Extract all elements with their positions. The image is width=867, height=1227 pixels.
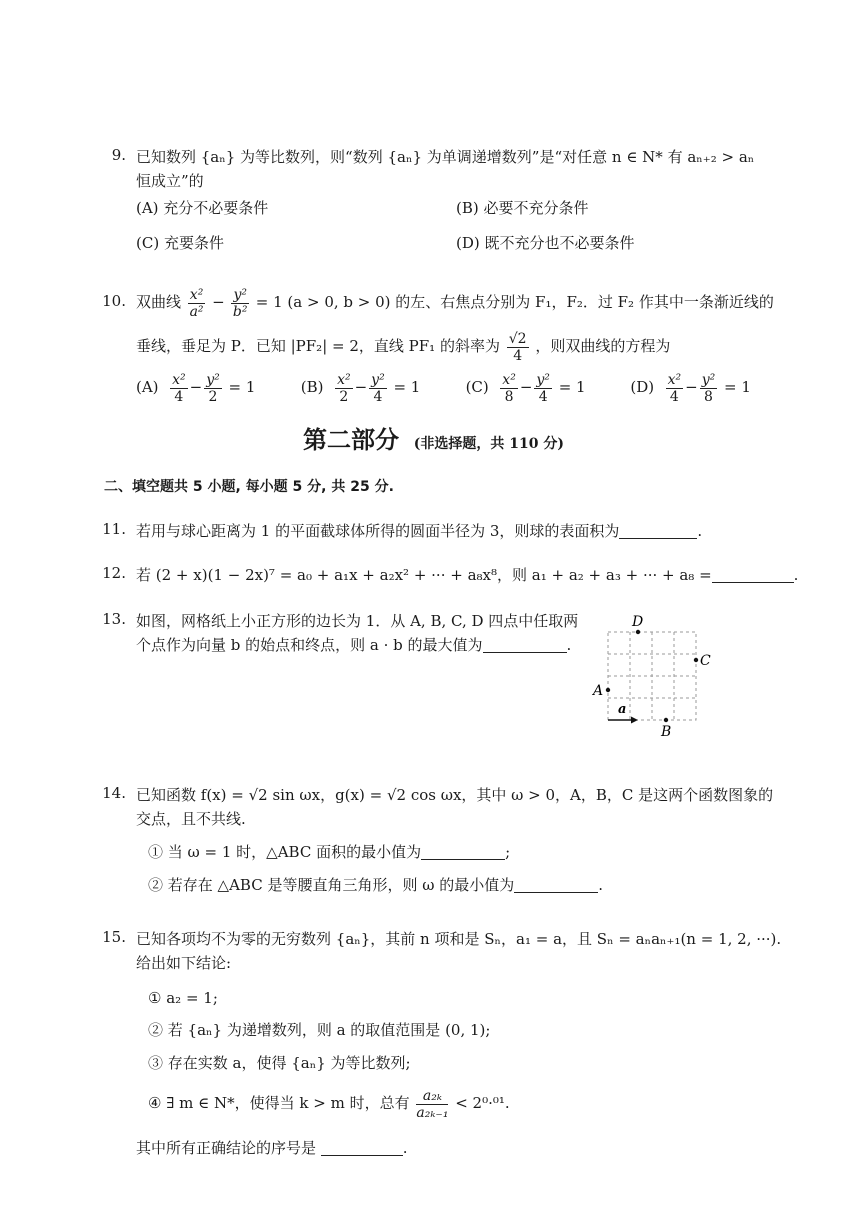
q14-sub1-blank[interactable]: [421, 843, 505, 860]
q14-sub2-blank[interactable]: [514, 876, 598, 893]
q10-option-d: (D) $\frac{\text{x²}}{4}$ − $\frac{\text{y²}}{8}$ = 1: [630, 371, 751, 405]
q15-conclusion-4: ④ ∃ m ∈ N*，使得当 k > m 时，总有 $\frac{\text{a₂ₖ}}{\text{a₂ₖ₋₁}}$ < 2⁰·⁰¹.: [148, 1087, 510, 1121]
q15-number: 15.: [102, 928, 126, 946]
q10-eq-tail: = 1 (a > 0, b > 0) 的左、右焦点分别为 F₁，F₂．过 F₂ 作其中一条渐近线的: [255, 293, 774, 311]
q15-conclusion-1: ① a₂ = 1;: [148, 989, 218, 1007]
q9-stem-line2: 恒成立”的: [136, 172, 204, 190]
q10-frac-y: $\frac{\text{y²}}{\text{b²}}$: [232, 286, 248, 320]
q12-stem: 若 (2 + x)(1 − 2x)⁷ = a₀ + a₁x + a₂x² + ··· + a₈x⁸，则 a₁ + a₂ + a₃ + ··· + a₈ = .: [136, 566, 799, 584]
q10-number: 10.: [102, 292, 126, 310]
q12-answer-blank[interactable]: [712, 566, 794, 583]
q10-slope-frac: $\frac{√2}{4}$: [508, 330, 527, 364]
point-c: [694, 658, 698, 662]
q10-option-a: (A) $\frac{\text{x²}}{4}$ − $\frac{\text{y²}}{2}$ = 1: [136, 371, 256, 405]
q15-conclusion-2: ② 若 {aₙ} 为递增数列，则 a 的取值范围是 (0, 1);: [148, 1021, 491, 1039]
q13-answer-blank[interactable]: [483, 636, 567, 653]
q10-stem-line2: 垂线，垂足为 P．已知 |PF₂| = 2，直线 PF₁ 的斜率为 $\frac{√2}{4}$ ，则双曲线的方程为: [136, 330, 671, 364]
point-a: [606, 688, 610, 692]
q15-ratio-frac: $\frac{\text{a₂ₖ}}{\text{a₂ₖ₋₁}}$: [416, 1087, 449, 1121]
point-b-label: B: [661, 724, 672, 740]
section-subtitle: (非选择题，共 110 分): [413, 436, 564, 452]
q9-option-b: (B) 必要不充分条件: [456, 199, 589, 217]
q14-number: 14.: [102, 784, 126, 802]
q12-number: 12.: [102, 564, 126, 582]
q14-sub1: ① 当 ω = 1 时，△ABC 面积的最小值为 ;: [148, 843, 511, 861]
q11-stem: 若用与球心距离为 1 的平面截球体所得的圆面半径为 3，则球的表面积为 .: [136, 522, 703, 540]
q15-stem-line2: 给出如下结论:: [136, 954, 232, 972]
point-a-label: A: [593, 683, 604, 699]
vector-a-label: a: [618, 702, 627, 717]
point-d: [636, 630, 640, 634]
q15-answer-blank[interactable]: [321, 1139, 403, 1156]
section-title: [0, 420, 867, 455]
q15-stem-line1: 已知各项均不为零的无穷数列 {aₙ}，其前 n 项和是 Sₙ，a₁ = a，且 Sₙ = aₙaₙ₊₁(n = 1, 2, ···).: [136, 930, 782, 948]
point-d-label: D: [632, 614, 644, 630]
q10-frac-x: $\frac{\text{x²}}{\text{a²}}$: [189, 286, 204, 320]
q13-stem-line1: 如图，网格纸上小正方形的边长为 1．从 A, B, C, D 四点中任取两: [136, 612, 579, 630]
q11-answer-blank[interactable]: [619, 522, 697, 539]
part2-heading: 二、填空题共 5 小题, 每小题 5 分, 共 25 分.: [104, 479, 394, 495]
q9-option-a: (A) 充分不必要条件: [136, 199, 269, 217]
q13-number: 13.: [102, 610, 126, 628]
q9-number: 9.: [111, 146, 126, 164]
q13-grid-figure: [588, 612, 718, 742]
q14-stem-line1: 已知函数 f(x) = √2 sin ωx，g(x) = √2 cos ωx，其中 ω > 0，A，B，C 是这两个函数图象的: [136, 786, 774, 804]
q10-option-c: (C) $\frac{\text{x²}}{8}$ − $\frac{\text{y²}}{4}$ = 1: [465, 371, 586, 405]
q11-number: 11.: [102, 520, 126, 538]
q14-stem-line2: 交点，且不共线.: [136, 810, 246, 828]
section-title-main: 第二部分: [302, 426, 399, 454]
q10-pre: 双曲线: [136, 293, 182, 311]
q15-conclusion-3: ③ 存在实数 a，使得 {aₙ} 为等比数列;: [148, 1054, 411, 1072]
q13-stem-line2: 个点作为向量 b 的始点和终点，则 a · b 的最大值为 .: [136, 636, 572, 654]
q10-options: [136, 368, 780, 406]
point-c-label: C: [700, 653, 711, 669]
q9-option-c: (C) 充要条件: [136, 234, 224, 252]
q9-stem-line1: 已知数列 {aₙ} 为等比数列，则“数列 {aₙ} 为单调递增数列”是“对任意 n ∈ N* 有 aₙ₊₂ > aₙ: [136, 148, 755, 166]
point-b: [664, 718, 668, 722]
q14-sub2: ② 若存在 △ABC 是等腰直角三角形，则 ω 的最小值为 .: [148, 876, 604, 894]
q15-final: 其中所有正确结论的序号是 .: [136, 1139, 408, 1157]
vector-a: [608, 702, 638, 724]
q10-stem-line1: 双曲线 $\frac{\text{x²}}{\text{a²}}$ − $\frac{\text{y²}}{\text{b²}}$ = 1 (a > 0, b > 0) 的左、右焦点分别为 F₁，F₂．过 F₂ 作其中一条渐近线的: [136, 286, 774, 320]
q9-option-d: (D) 既不充分也不必要条件: [456, 234, 635, 252]
q10-option-b: (B) $\frac{\text{x²}}{2}$ − $\frac{\text{y²}}{4}$ = 1: [300, 371, 421, 405]
